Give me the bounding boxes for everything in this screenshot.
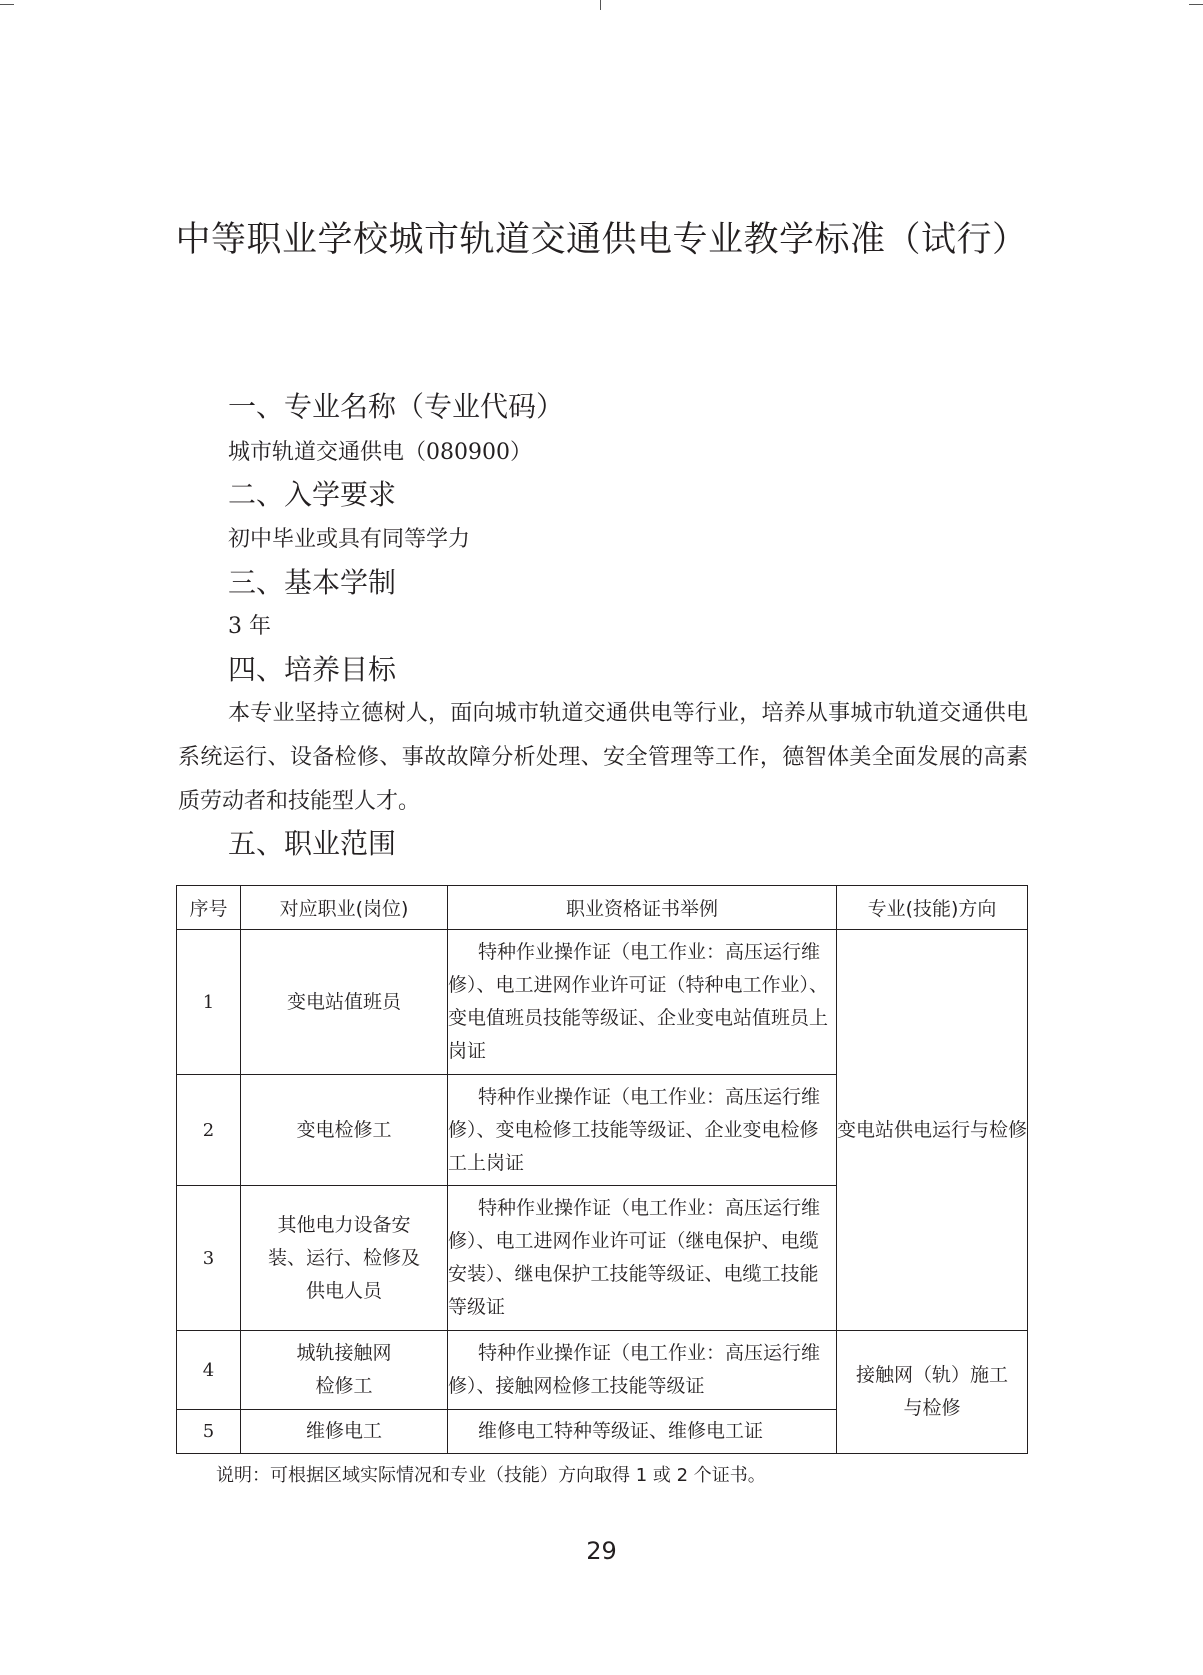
row-no: 3 bbox=[177, 1186, 241, 1331]
row-job: 变电站值班员 bbox=[241, 930, 448, 1075]
table-header-row bbox=[177, 886, 1028, 930]
table-note: 说明：可根据区域实际情况和专业（技能）方向取得 1 或 2 个证书。 bbox=[216, 1465, 766, 1486]
row-job: 变电检修工 bbox=[241, 1075, 448, 1186]
section-heading-name: 一、专业名称（专业代码） bbox=[228, 390, 565, 423]
section-text-name: 城市轨道交通供电（080900） bbox=[228, 440, 532, 465]
row-direction: 变电站供电运行与检修 bbox=[837, 930, 1028, 1331]
header-cert: 职业资格证书举例 bbox=[448, 886, 837, 930]
row-no: 2 bbox=[177, 1075, 241, 1186]
row-cert: 特种作业操作证（电工作业：高压运行维修）、电工进网作业许可证（继电保护、电缆安装）、继电保护工技能等级证、电缆工技能等级证 bbox=[448, 1186, 837, 1331]
page-title: 中等职业学校城市轨道交通供电专业教学标准（试行） bbox=[175, 220, 1028, 260]
row-job: 城轨接触网检修工 bbox=[241, 1331, 448, 1410]
crop-mark bbox=[1189, 4, 1203, 5]
section-heading-career: 五、职业范围 bbox=[228, 827, 397, 860]
row-cert: 维修电工特种等级证、维修电工证 bbox=[448, 1410, 837, 1454]
row-no: 4 bbox=[177, 1331, 241, 1410]
section-heading-admission: 二、入学要求 bbox=[228, 478, 397, 511]
header-no: 序号 bbox=[177, 886, 241, 930]
career-table bbox=[176, 885, 1028, 1454]
row-job: 维修电工 bbox=[241, 1410, 448, 1454]
row-job: 其他电力设备安装、运行、检修及供电人员 bbox=[241, 1186, 448, 1331]
table-row bbox=[177, 930, 1028, 1075]
section-text-objective: 本专业坚持立德树人，面向城市轨道交通供电等行业，培养从事城市轨道交通供电系统运行、设备检修、事故故障分析处理、安全管理等工作，德智体美全面发展的高素质劳动者和技能型人才。 bbox=[178, 701, 1028, 814]
page-number: 29 bbox=[586, 1537, 617, 1565]
header-direction: 专业(技能)方向 bbox=[837, 886, 1028, 930]
row-cert: 特种作业操作证（电工作业：高压运行维修）、变电检修工技能等级证、企业变电检修工上岗证 bbox=[448, 1075, 837, 1186]
row-cert: 特种作业操作证（电工作业：高压运行维修）、接触网检修工技能等级证 bbox=[448, 1331, 837, 1410]
section-text-duration: 3 年 bbox=[228, 614, 271, 639]
table-row bbox=[177, 1331, 1028, 1410]
section-text-admission: 初中毕业或具有同等学力 bbox=[228, 527, 471, 552]
row-cert: 特种作业操作证（电工作业：高压运行维修）、电工进网作业许可证（特种电工作业）、变电值班员技能等级证、企业变电站值班员上岗证 bbox=[448, 930, 837, 1075]
header-job: 对应职业(岗位) bbox=[241, 886, 448, 930]
section-heading-objective: 四、培养目标 bbox=[228, 653, 397, 686]
row-no: 5 bbox=[177, 1410, 241, 1454]
row-direction: 接触网（轨）施工与检修 bbox=[837, 1331, 1028, 1454]
crop-mark bbox=[600, 0, 601, 10]
crop-mark bbox=[0, 4, 14, 5]
section-heading-duration: 三、基本学制 bbox=[228, 566, 397, 599]
row-no: 1 bbox=[177, 930, 241, 1075]
